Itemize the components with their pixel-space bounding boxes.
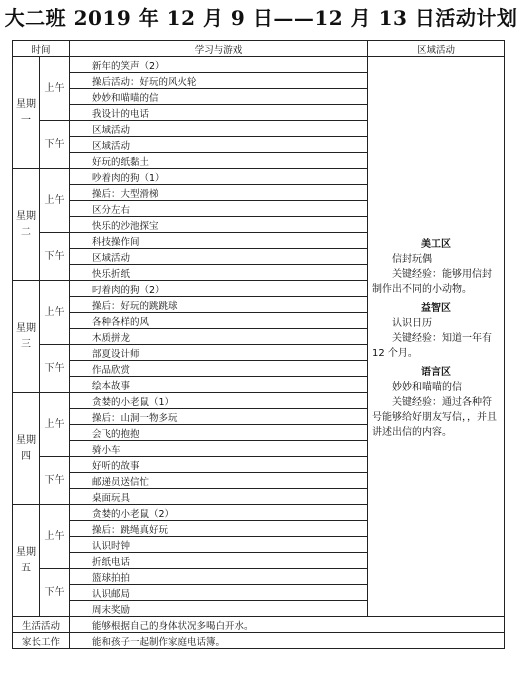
area-key-experience: 关键经验：通过各种符号能够给好朋友写信，，并且讲述出信的内容。 bbox=[372, 397, 498, 438]
afternoon-label: 下午 bbox=[40, 569, 70, 617]
activity-cell: 快乐的沙池探宝 bbox=[70, 217, 368, 233]
activity-plan-table bbox=[12, 40, 505, 649]
activity-cell: 操后：大型滑梯 bbox=[70, 185, 368, 201]
activity-cell: 操后：山洞一物多玩 bbox=[70, 409, 368, 425]
activity-cell: 篮球拍拍 bbox=[70, 569, 368, 585]
area-section-title: 益智区 bbox=[421, 303, 452, 314]
activity-cell: 吵着肉的狗（1） bbox=[70, 169, 368, 185]
area-activities-cell bbox=[368, 57, 505, 617]
activity-cell: 新年的笑声（2） bbox=[70, 57, 368, 73]
area-activity-name: 认识日历 bbox=[392, 318, 433, 329]
morning-label: 上午 bbox=[40, 393, 70, 457]
day-activity-row bbox=[13, 57, 505, 73]
activity-cell: 好玩的纸黏土 bbox=[70, 153, 368, 169]
area-activity-name: 妙妙和喵喵的信 bbox=[392, 382, 463, 393]
activity-cell: 作品欣赏 bbox=[70, 361, 368, 377]
afternoon-label: 下午 bbox=[40, 457, 70, 505]
activity-cell: 绘本故事 bbox=[70, 377, 368, 393]
activity-cell: 我设计的电话 bbox=[70, 105, 368, 121]
activity-cell: 各种各样的风 bbox=[70, 313, 368, 329]
activity-cell: 操后：跳绳真好玩 bbox=[70, 521, 368, 537]
activity-cell: 认识邮局 bbox=[70, 585, 368, 601]
activity-cell: 会飞的抱抱 bbox=[70, 425, 368, 441]
time-header: 时间 bbox=[13, 41, 70, 57]
activity-cell: 叼着肉的狗（2） bbox=[70, 281, 368, 297]
activity-cell: 认识时钟 bbox=[70, 537, 368, 553]
activity-cell: 妙妙和喵喵的信 bbox=[70, 89, 368, 105]
footer-row bbox=[13, 617, 505, 633]
activity-cell: 操后：好玩的跳跳球 bbox=[70, 297, 368, 313]
activity-cell: 骑小车 bbox=[70, 441, 368, 457]
area-section-title: 语言区 bbox=[421, 367, 452, 378]
activity-cell: 科技操作间 bbox=[70, 233, 368, 249]
footer-label: 家长工作 bbox=[13, 633, 70, 649]
activity-cell: 操后活动：好玩的风火轮 bbox=[70, 73, 368, 89]
activity-cell: 邮递员送信忙 bbox=[70, 473, 368, 489]
morning-label: 上午 bbox=[40, 57, 70, 121]
activity-cell: 区域活动 bbox=[70, 137, 368, 153]
footer-label: 生活活动 bbox=[13, 617, 70, 633]
area-activity-name: 信封玩偶 bbox=[392, 254, 433, 265]
footer-row bbox=[13, 633, 505, 649]
activity-cell: 周末奖励 bbox=[70, 601, 368, 617]
day-label: 星期一 bbox=[13, 57, 40, 169]
day-label: 星期三 bbox=[13, 281, 40, 393]
activity-cell: 桌面玩具 bbox=[70, 489, 368, 505]
morning-label: 上午 bbox=[40, 505, 70, 569]
activity-cell: 部夏设计师 bbox=[70, 345, 368, 361]
area-section-title: 美工区 bbox=[421, 239, 452, 250]
activity-cell: 区分左右 bbox=[70, 201, 368, 217]
activity-cell: 贪婪的小老鼠（2） bbox=[70, 505, 368, 521]
activity-cell: 好听的故事 bbox=[70, 457, 368, 473]
activity-cell: 贪婪的小老鼠（1） bbox=[70, 393, 368, 409]
activity-cell: 区域活动 bbox=[70, 249, 368, 265]
day-label: 星期二 bbox=[13, 169, 40, 281]
area-key-experience: 关键经验：知道一年有 12 个月。 bbox=[372, 333, 493, 359]
activity-cell: 木质拼龙 bbox=[70, 329, 368, 345]
day-label: 星期五 bbox=[13, 505, 40, 617]
area-header: 区域活动 bbox=[368, 41, 505, 57]
afternoon-label: 下午 bbox=[40, 345, 70, 393]
activity-cell: 快乐折纸 bbox=[70, 265, 368, 281]
learning-header: 学习与游戏 bbox=[70, 41, 368, 57]
activity-cell: 折纸电话 bbox=[70, 553, 368, 569]
morning-label: 上午 bbox=[40, 169, 70, 233]
afternoon-label: 下午 bbox=[40, 233, 70, 281]
footer-text: 能够根据自己的身体状况多喝白开水。 bbox=[70, 617, 505, 633]
footer-text: 能和孩子一起制作家庭电话簿。 bbox=[70, 633, 505, 649]
page-title: 大二班 2019 年 12 月 9 日——12 月 13 日活动计划 bbox=[4, 6, 518, 30]
morning-label: 上午 bbox=[40, 281, 70, 345]
header-row bbox=[13, 41, 505, 57]
afternoon-label: 下午 bbox=[40, 121, 70, 169]
area-key-experience: 关键经验：能够用信封制作出不同的小动物。 bbox=[372, 269, 493, 295]
activity-cell: 区域活动 bbox=[70, 121, 368, 137]
day-label: 星期四 bbox=[13, 393, 40, 505]
